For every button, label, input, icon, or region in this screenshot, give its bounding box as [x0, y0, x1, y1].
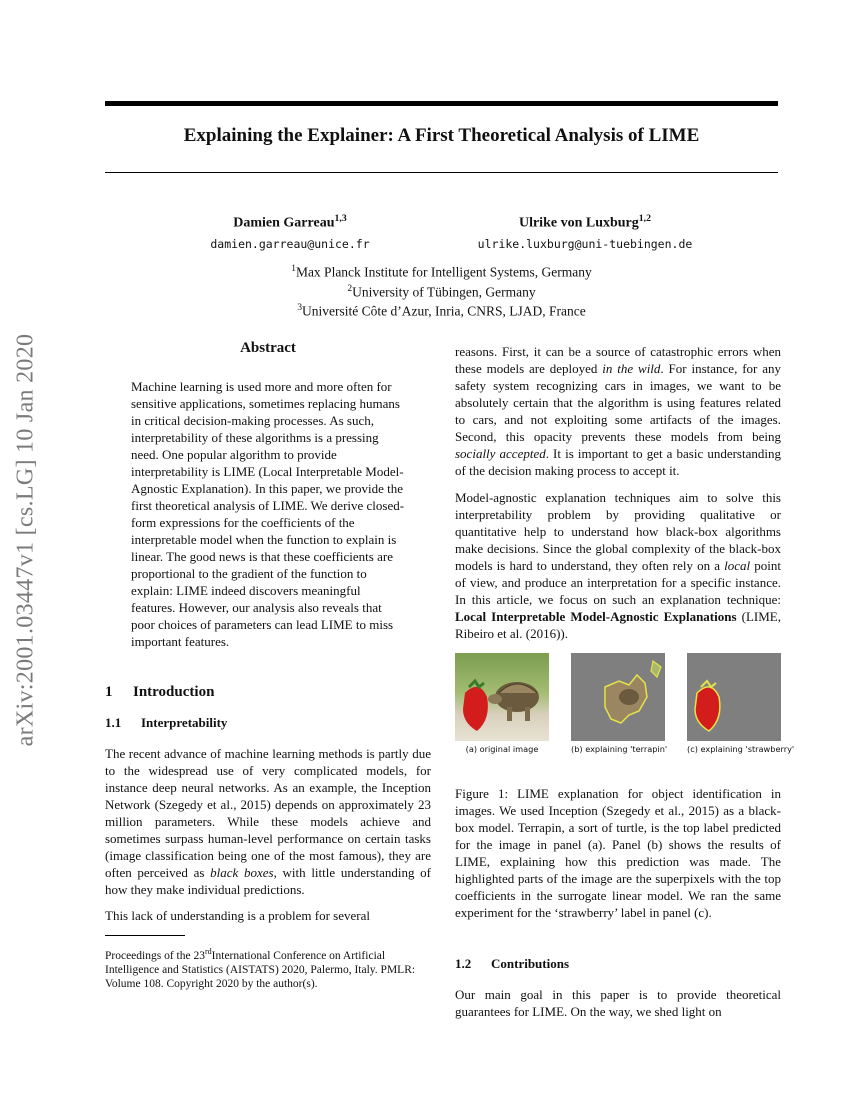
arxiv-sidebar [6, 0, 46, 1100]
abstract-text: Machine learning is used more and more often for sensitive applications, sometimes replacing humans in critical decision-making processes. As such, interpretability of these algorithms is a pressing need. One popular algorithm to provide interpretability is LIME (Local Interpretable Model-Agnostic Explanation). In this paper, we provide the first theoretical analysis of LIME. We derive closed-form expressions for the coefficients of the interpretable model when the function to explain is linear. The good news is that these coefficients are proportional to the gradient of the function to explain: LIME indeed discovers meaningful features. However, our analysis also reveals that poor choices of parameters can lead LIME to miss important features. [131, 379, 405, 649]
figure-panel-b [571, 653, 668, 754]
abstract-heading: Abstract [240, 340, 296, 356]
title-rule-bottom [105, 172, 778, 173]
paragraph: Model-agnostic explanation techniques aim to solve this interpretability problem by providing qualitative or quantitative help to understand how black-box algorithms make decisions. Since the global complexity of the black-box models is hard to understand, they often rely on a local point of view, and produce an interpretation for a specific instance. In this article, we focus on such an explanation technique: Local Interpretable Model-Agnostic Explanations (LIME, Ribeiro et al. (2016)). [455, 490, 781, 641]
panel-caption: (c) explaining 'strawberry' [687, 744, 795, 754]
figure-caption: Figure 1: LIME explanation for object identification in images. We used Inception (Szegedy et al., 2015) as a black-box model. Terrapin, a sort of turtle, is the top label predicted for the image in panel (a). Panel (b) shows the results of LIME, explaining how this prediction was made. The highlighted parts of the image are the superpixels with the top coefficients in the surrogate linear model. We ran the same experiment for the ‘strawberry’ label in panel (c). [455, 786, 781, 920]
figure-panel-c [687, 653, 795, 754]
section-heading-introduction: 1 Introduction [105, 684, 215, 700]
image-original [455, 653, 549, 741]
affiliations [105, 261, 778, 320]
left-column [105, 340, 431, 991]
author-block-2 [455, 213, 715, 251]
affiliation: $^3$Université Côte d’Azur, Inria, CNRS, LJAD, France [297, 303, 586, 319]
subsection-heading-interpretability: 1.1 Interpretability [105, 715, 228, 730]
title-rule-top [105, 101, 778, 106]
paragraph: This lack of understanding is a problem for several [105, 908, 370, 923]
affiliation: $^1$Max Planck Institute for Intelligent Systems, Germany [291, 264, 592, 280]
image-terrapin [571, 653, 665, 741]
panel-caption: (a) original image [465, 744, 539, 754]
figure-panel-a [455, 653, 549, 754]
right-column [455, 343, 795, 1020]
paper-title: Explaining the Explainer: A First Theoretical Analysis of LIME [183, 125, 700, 146]
subsection-heading-contributions: 1.2 Contributions [455, 956, 570, 971]
author-email[interactable]: ulrike.luxburg@uni-tuebingen.de [477, 236, 693, 251]
affiliation: $^2$University of Tübingen, Germany [347, 283, 536, 299]
figure-1 [455, 653, 795, 754]
arxiv-identifier: arXiv:2001.03447v1 [cs.LG] 10 Jan 2020 [12, 333, 39, 747]
author-email[interactable]: damien.garreau@unice.fr [210, 236, 370, 251]
footnote: Proceedings of the 23rdInternational Conference on Artificial Intelligence and Statistics (AISTATS) 2020, Palermo, Italy. PMLR: Volume 108. Copyright 2020 by the author(s). [105, 947, 416, 990]
paragraph: reasons. First, it can be a source of catastrophic errors when these models are deployed in the wild. For instance, for any safety system recognizing cars in images, we want to be absolutely certain that the algorithm is using features related to cars, and not exploiting some artifacts of the images. Second, this opacity prevents these models from being socially accepted. It is important to get a basic understanding of the decision making process to accept it. [455, 344, 781, 478]
author-name: Damien Garreau$^{1,3}$ [233, 213, 347, 231]
image-strawberry [687, 653, 781, 741]
author-block-1 [190, 213, 390, 251]
paragraph: Our main goal in this paper is to provide theoretical guarantees for LIME. On the way, we shed light on [455, 987, 781, 1019]
paragraph: The recent advance of machine learning methods is partly due to the widespread use of very complicated models, for instance deep neural networks. As an example, the Inception Network (Szegedy et al., 2015) depends on approximately 23 million parameters. While these models achieve and sometimes surpass human-level performance on certain tasks (image classification being one of the most famous), they are often perceived as black boxes, with little understanding of how they make individual predictions. [105, 746, 431, 897]
author-name: Ulrike von Luxburg$^{1,2}$ [518, 213, 652, 231]
panel-caption: (b) explaining 'terrapin' [571, 744, 668, 754]
